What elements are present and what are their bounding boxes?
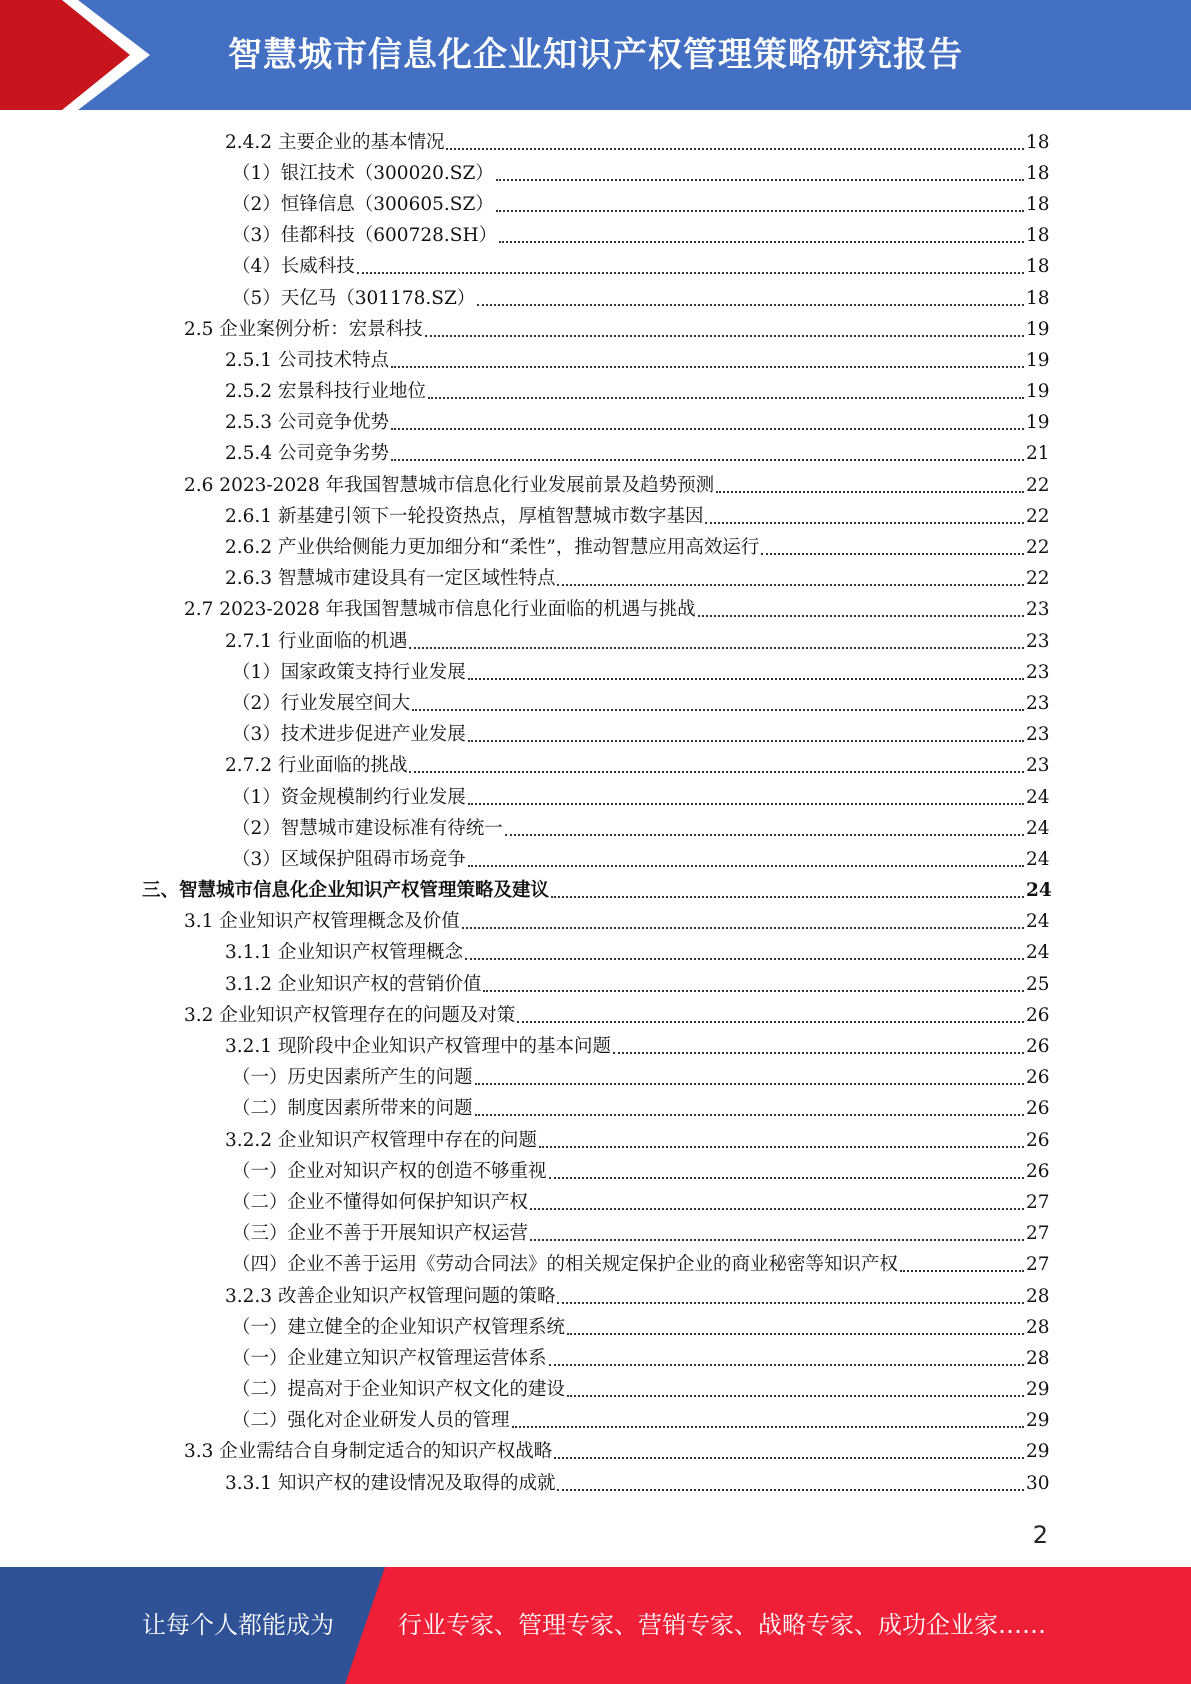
toc-dot-leader [496, 194, 1024, 212]
toc-dot-leader [477, 288, 1024, 306]
toc-dot-leader [761, 537, 1024, 555]
toc-dot-leader [505, 818, 1024, 836]
toc-dot-leader [428, 381, 1024, 399]
toc-entry-title: （2）智慧城市建设标准有待统一 [232, 817, 503, 839]
toc-entry-title: （一）企业建立知识产权管理运营体系 [232, 1347, 547, 1369]
toc-entry-title: 2.6 2023-2028 年我国智慧城市信息化行业发展前景及趋势预测 [184, 474, 715, 496]
toc-entry-page: 22 [1026, 474, 1050, 496]
toc-entry[interactable] [0, 1187, 1191, 1218]
toc-entry-title: 3.2.3 改善企业知识产权管理问题的策略 [225, 1285, 556, 1307]
toc-dot-leader [716, 475, 1024, 493]
toc-entry-title: 2.6.2 产业供给侧能力更加细分和“柔性”，推动智慧应用高效运行 [225, 537, 760, 559]
toc-entry-page: 28 [1026, 1285, 1050, 1307]
toc-entry-page: 22 [1026, 505, 1050, 527]
toc-dot-leader [567, 1317, 1024, 1335]
toc-entry-page: 26 [1026, 1036, 1050, 1058]
toc-entry-page: 23 [1026, 692, 1050, 714]
toc-entry[interactable] [0, 844, 1191, 875]
toc-entry-page: 29 [1026, 1410, 1050, 1432]
toc-entry[interactable] [0, 1063, 1191, 1094]
toc-dot-leader [499, 225, 1024, 243]
toc-entry-title: 2.6.3 智慧城市建设具有一定区域性特点 [225, 568, 556, 590]
toc-entry-page: 24 [1026, 880, 1052, 902]
toc-entry-title: 2.5.1 公司技术特点 [225, 349, 389, 371]
toc-entry[interactable] [0, 1000, 1191, 1031]
toc-dot-leader [357, 256, 1024, 274]
toc-entry[interactable] [0, 1219, 1191, 1250]
toc-entry-title: （一）历史因素所产生的问题 [232, 1067, 473, 1089]
toc-dot-leader [512, 1410, 1024, 1428]
toc-entry-page: 19 [1026, 381, 1050, 403]
toc-entry-title: （二）强化对企业研发人员的管理 [232, 1410, 510, 1432]
toc-dot-leader [462, 911, 1024, 929]
toc-entry-page: 26 [1026, 1004, 1050, 1026]
toc-entry-page: 27 [1026, 1254, 1050, 1276]
toc-dot-leader [475, 1067, 1024, 1085]
report-title: 智慧城市信息化企业知识产权管理策略研究报告 [228, 35, 963, 75]
toc-entry[interactable] [0, 345, 1191, 376]
toc-entry-title: 2.7 2023-2028 年我国智慧城市信息化行业面临的机遇与挑战 [184, 599, 696, 621]
toc-dot-leader [698, 599, 1024, 617]
toc-entry[interactable] [0, 1312, 1191, 1343]
toc-entry-title: 2.7.1 行业面临的机遇 [225, 630, 408, 652]
toc-dot-leader [557, 1286, 1024, 1304]
toc-entry-page: 24 [1026, 786, 1050, 808]
toc-entry-title: 3.2.1 现阶段中企业知识产权管理中的基本问题 [225, 1036, 611, 1058]
toc-entry-page: 30 [1026, 1472, 1050, 1494]
toc-dot-leader [391, 412, 1024, 430]
toc-entry[interactable] [0, 688, 1191, 719]
toc-entry-page: 22 [1026, 568, 1050, 590]
toc-entry-title: （三）企业不善于开展知识产权运营 [232, 1223, 529, 1245]
toc-entry-title: （四）企业不善于运用《劳动合同法》的相关规定保护企业的商业秘密等知识产权 [232, 1254, 899, 1276]
toc-entry[interactable] [0, 532, 1191, 563]
toc-entry-page: 24 [1026, 911, 1050, 933]
toc-entry-title: （4）长威科技 [232, 256, 355, 278]
toc-entry[interactable] [0, 189, 1191, 220]
toc-entry-title: 2.5.3 公司竞争优势 [225, 412, 389, 434]
toc-entry-page: 22 [1026, 537, 1050, 559]
toc-dot-leader [549, 1161, 1024, 1179]
toc-entry-title: （二）企业不懂得如何保护知识产权 [232, 1191, 529, 1213]
toc-entry[interactable] [0, 626, 1191, 657]
toc-entry-page: 18 [1026, 256, 1050, 278]
toc-entry[interactable] [0, 1250, 1191, 1281]
toc-dot-leader [465, 942, 1024, 960]
toc-entry[interactable] [0, 1437, 1191, 1468]
toc-entry-page: 23 [1026, 599, 1050, 621]
toc-dot-leader [483, 974, 1024, 992]
toc-dot-leader [468, 662, 1024, 680]
toc-dot-leader [613, 1036, 1024, 1054]
toc-entry-page: 24 [1026, 817, 1050, 839]
red-chevron-icon [0, 0, 150, 110]
toc-entry[interactable] [0, 720, 1191, 751]
toc-dot-leader [551, 880, 1024, 898]
toc-entry-title: （一）企业对知识产权的创造不够重视 [232, 1160, 547, 1182]
toc-entry[interactable] [0, 283, 1191, 314]
toc-entry[interactable] [0, 564, 1191, 595]
toc-entry-page: 18 [1026, 131, 1050, 153]
toc-entry[interactable] [0, 1125, 1191, 1156]
toc-dot-leader [549, 1348, 1024, 1366]
toc-entry[interactable] [0, 470, 1191, 501]
toc-entry-title: 3.1 企业知识产权管理概念及价值 [184, 911, 460, 933]
toc-entry[interactable] [0, 408, 1191, 439]
toc-entry-page: 28 [1026, 1347, 1050, 1369]
toc-dot-leader [567, 1379, 1024, 1397]
toc-entry-page: 23 [1026, 724, 1050, 746]
toc-entry-page: 25 [1026, 973, 1050, 995]
toc-entry-page: 24 [1026, 942, 1050, 964]
toc-entry-title: 2.6.1 新基建引领下一轮投资热点，厚植智慧城市数字基因 [225, 505, 704, 527]
toc-entry-title: 3.1.2 企业知识产权的营销价值 [225, 973, 482, 995]
toc-entry[interactable] [0, 1343, 1191, 1374]
toc-entry[interactable] [0, 377, 1191, 408]
toc-entry-page: 18 [1026, 225, 1050, 247]
toc-entry-title: （5）天亿马（301178.SZ） [232, 287, 476, 309]
toc-entry[interactable] [0, 1406, 1191, 1437]
toc-entry-title: 3.1.1 企业知识产权管理概念 [225, 942, 463, 964]
toc-entry-page: 23 [1026, 661, 1050, 683]
toc-entry-page: 27 [1026, 1223, 1050, 1245]
toc-entry-page: 21 [1026, 443, 1050, 465]
footer-slogan-left: 让每个人都能成为 [142, 1611, 334, 1639]
toc-entry-page: 26 [1026, 1129, 1050, 1151]
toc-entry[interactable] [0, 1094, 1191, 1125]
toc-entry-title: （3）区域保护阻碍市场竞争 [232, 848, 466, 870]
toc-dot-leader [496, 163, 1024, 181]
toc-dot-leader [539, 1130, 1024, 1148]
toc-entry-title: （一）建立健全的企业知识产权管理系统 [232, 1316, 566, 1338]
toc-entry-page: 19 [1026, 349, 1050, 371]
toc-entry[interactable] [0, 813, 1191, 844]
page-number: 2 [1032, 1521, 1048, 1549]
toc-entry-page: 18 [1026, 193, 1050, 215]
toc-entry-page: 19 [1026, 412, 1050, 434]
toc-dot-leader [391, 350, 1024, 368]
toc-entry-title: （2）恒锋信息（300605.SZ） [232, 193, 494, 215]
toc-dot-leader [900, 1254, 1024, 1272]
toc-dot-leader [468, 724, 1024, 742]
toc-entry[interactable] [0, 501, 1191, 532]
toc-entry[interactable] [0, 1375, 1191, 1406]
toc-entry[interactable] [0, 938, 1191, 969]
toc-entry-page: 26 [1026, 1098, 1050, 1120]
toc-dot-leader [705, 506, 1024, 524]
toc-entry-title: （二）制度因素所带来的问题 [232, 1098, 473, 1120]
toc-dot-leader [475, 1098, 1024, 1116]
toc-entry-page: 23 [1026, 755, 1050, 777]
toc-entry[interactable] [0, 439, 1191, 470]
toc-entry-title: （2）行业发展空间大 [232, 692, 411, 714]
page-footer [0, 1567, 1191, 1684]
toc-entry-page: 19 [1026, 318, 1050, 340]
toc-dot-leader [517, 1005, 1024, 1023]
toc-dot-leader [391, 443, 1024, 461]
toc-dot-leader [468, 787, 1024, 805]
toc-entry-page: 23 [1026, 630, 1050, 652]
toc-entry[interactable] [0, 1156, 1191, 1187]
toc-entry-title: 3.2 企业知识产权管理存在的问题及对策 [184, 1004, 516, 1026]
toc-entry-title: 2.5.2 宏景科技行业地位 [225, 381, 426, 403]
toc-entry[interactable] [0, 221, 1191, 252]
toc-entry[interactable] [0, 782, 1191, 813]
toc-entry-title: 2.4.2 主要企业的基本情况 [225, 131, 445, 153]
toc-entry-page: 18 [1026, 162, 1050, 184]
toc-entry[interactable] [0, 969, 1191, 1000]
toc-dot-leader [446, 132, 1024, 150]
toc-entry-title: 3.3.1 知识产权的建设情况及取得的成就 [225, 1472, 556, 1494]
toc-entry[interactable] [0, 751, 1191, 782]
toc-dot-leader [468, 849, 1024, 867]
toc-dot-leader [554, 1441, 1024, 1459]
toc-dot-leader [557, 568, 1024, 586]
footer-slogan-right: 行业专家、管理专家、营销专家、战略专家、成功企业家…… [398, 1611, 1046, 1639]
toc-entry-title: 2.7.2 行业面临的挑战 [225, 755, 408, 777]
toc-entry-title: 三、智慧城市信息化企业知识产权管理策略及建议 [142, 880, 550, 902]
toc-entry-page: 26 [1026, 1160, 1050, 1182]
toc-entry[interactable] [0, 907, 1191, 938]
toc-entry-page: 27 [1026, 1191, 1050, 1213]
toc-entry-title: 3.3 企业需结合自身制定适合的知识产权战略 [184, 1441, 553, 1463]
toc-entry-page: 18 [1026, 287, 1050, 309]
toc-entry[interactable] [0, 314, 1191, 345]
toc-entry[interactable] [0, 1468, 1191, 1499]
toc-entry-title: （3）技术进步促进产业发展 [232, 724, 466, 746]
toc-entry-page: 28 [1026, 1316, 1050, 1338]
toc-entry[interactable] [0, 252, 1191, 283]
toc-entry[interactable] [0, 127, 1191, 158]
toc-entry-title: 3.2.2 企业知识产权管理中存在的问题 [225, 1129, 537, 1151]
toc-entry[interactable] [0, 595, 1191, 626]
toc-entry[interactable] [0, 876, 1191, 907]
table-of-contents [0, 127, 1191, 1499]
toc-entry-title: （二）提高对于企业知识产权文化的建设 [232, 1379, 566, 1401]
toc-dot-leader [412, 693, 1024, 711]
toc-entry[interactable] [0, 1281, 1191, 1312]
toc-entry[interactable] [0, 158, 1191, 189]
toc-entry[interactable] [0, 657, 1191, 688]
toc-dot-leader [409, 755, 1024, 773]
toc-dot-leader [530, 1223, 1024, 1241]
toc-entry-title: （1）国家政策支持行业发展 [232, 661, 466, 683]
toc-dot-leader [557, 1473, 1024, 1491]
toc-entry-page: 24 [1026, 848, 1050, 870]
toc-entry-title: （3）佳都科技（600728.SH） [232, 225, 498, 247]
toc-entry[interactable] [0, 1031, 1191, 1062]
toc-entry-title: （1）银江技术（300020.SZ） [232, 162, 494, 184]
toc-entry-title: 2.5 企业案例分析：宏景科技 [184, 318, 423, 340]
toc-entry-page: 29 [1026, 1441, 1050, 1463]
page-header [0, 0, 1191, 110]
toc-entry-title: （1）资金规模制约行业发展 [232, 786, 466, 808]
toc-entry-title: 2.5.4 公司竞争劣势 [225, 443, 389, 465]
toc-dot-leader [530, 1192, 1024, 1210]
toc-entry-page: 29 [1026, 1379, 1050, 1401]
toc-dot-leader [409, 631, 1024, 649]
toc-dot-leader [425, 319, 1024, 337]
toc-entry-page: 26 [1026, 1067, 1050, 1089]
